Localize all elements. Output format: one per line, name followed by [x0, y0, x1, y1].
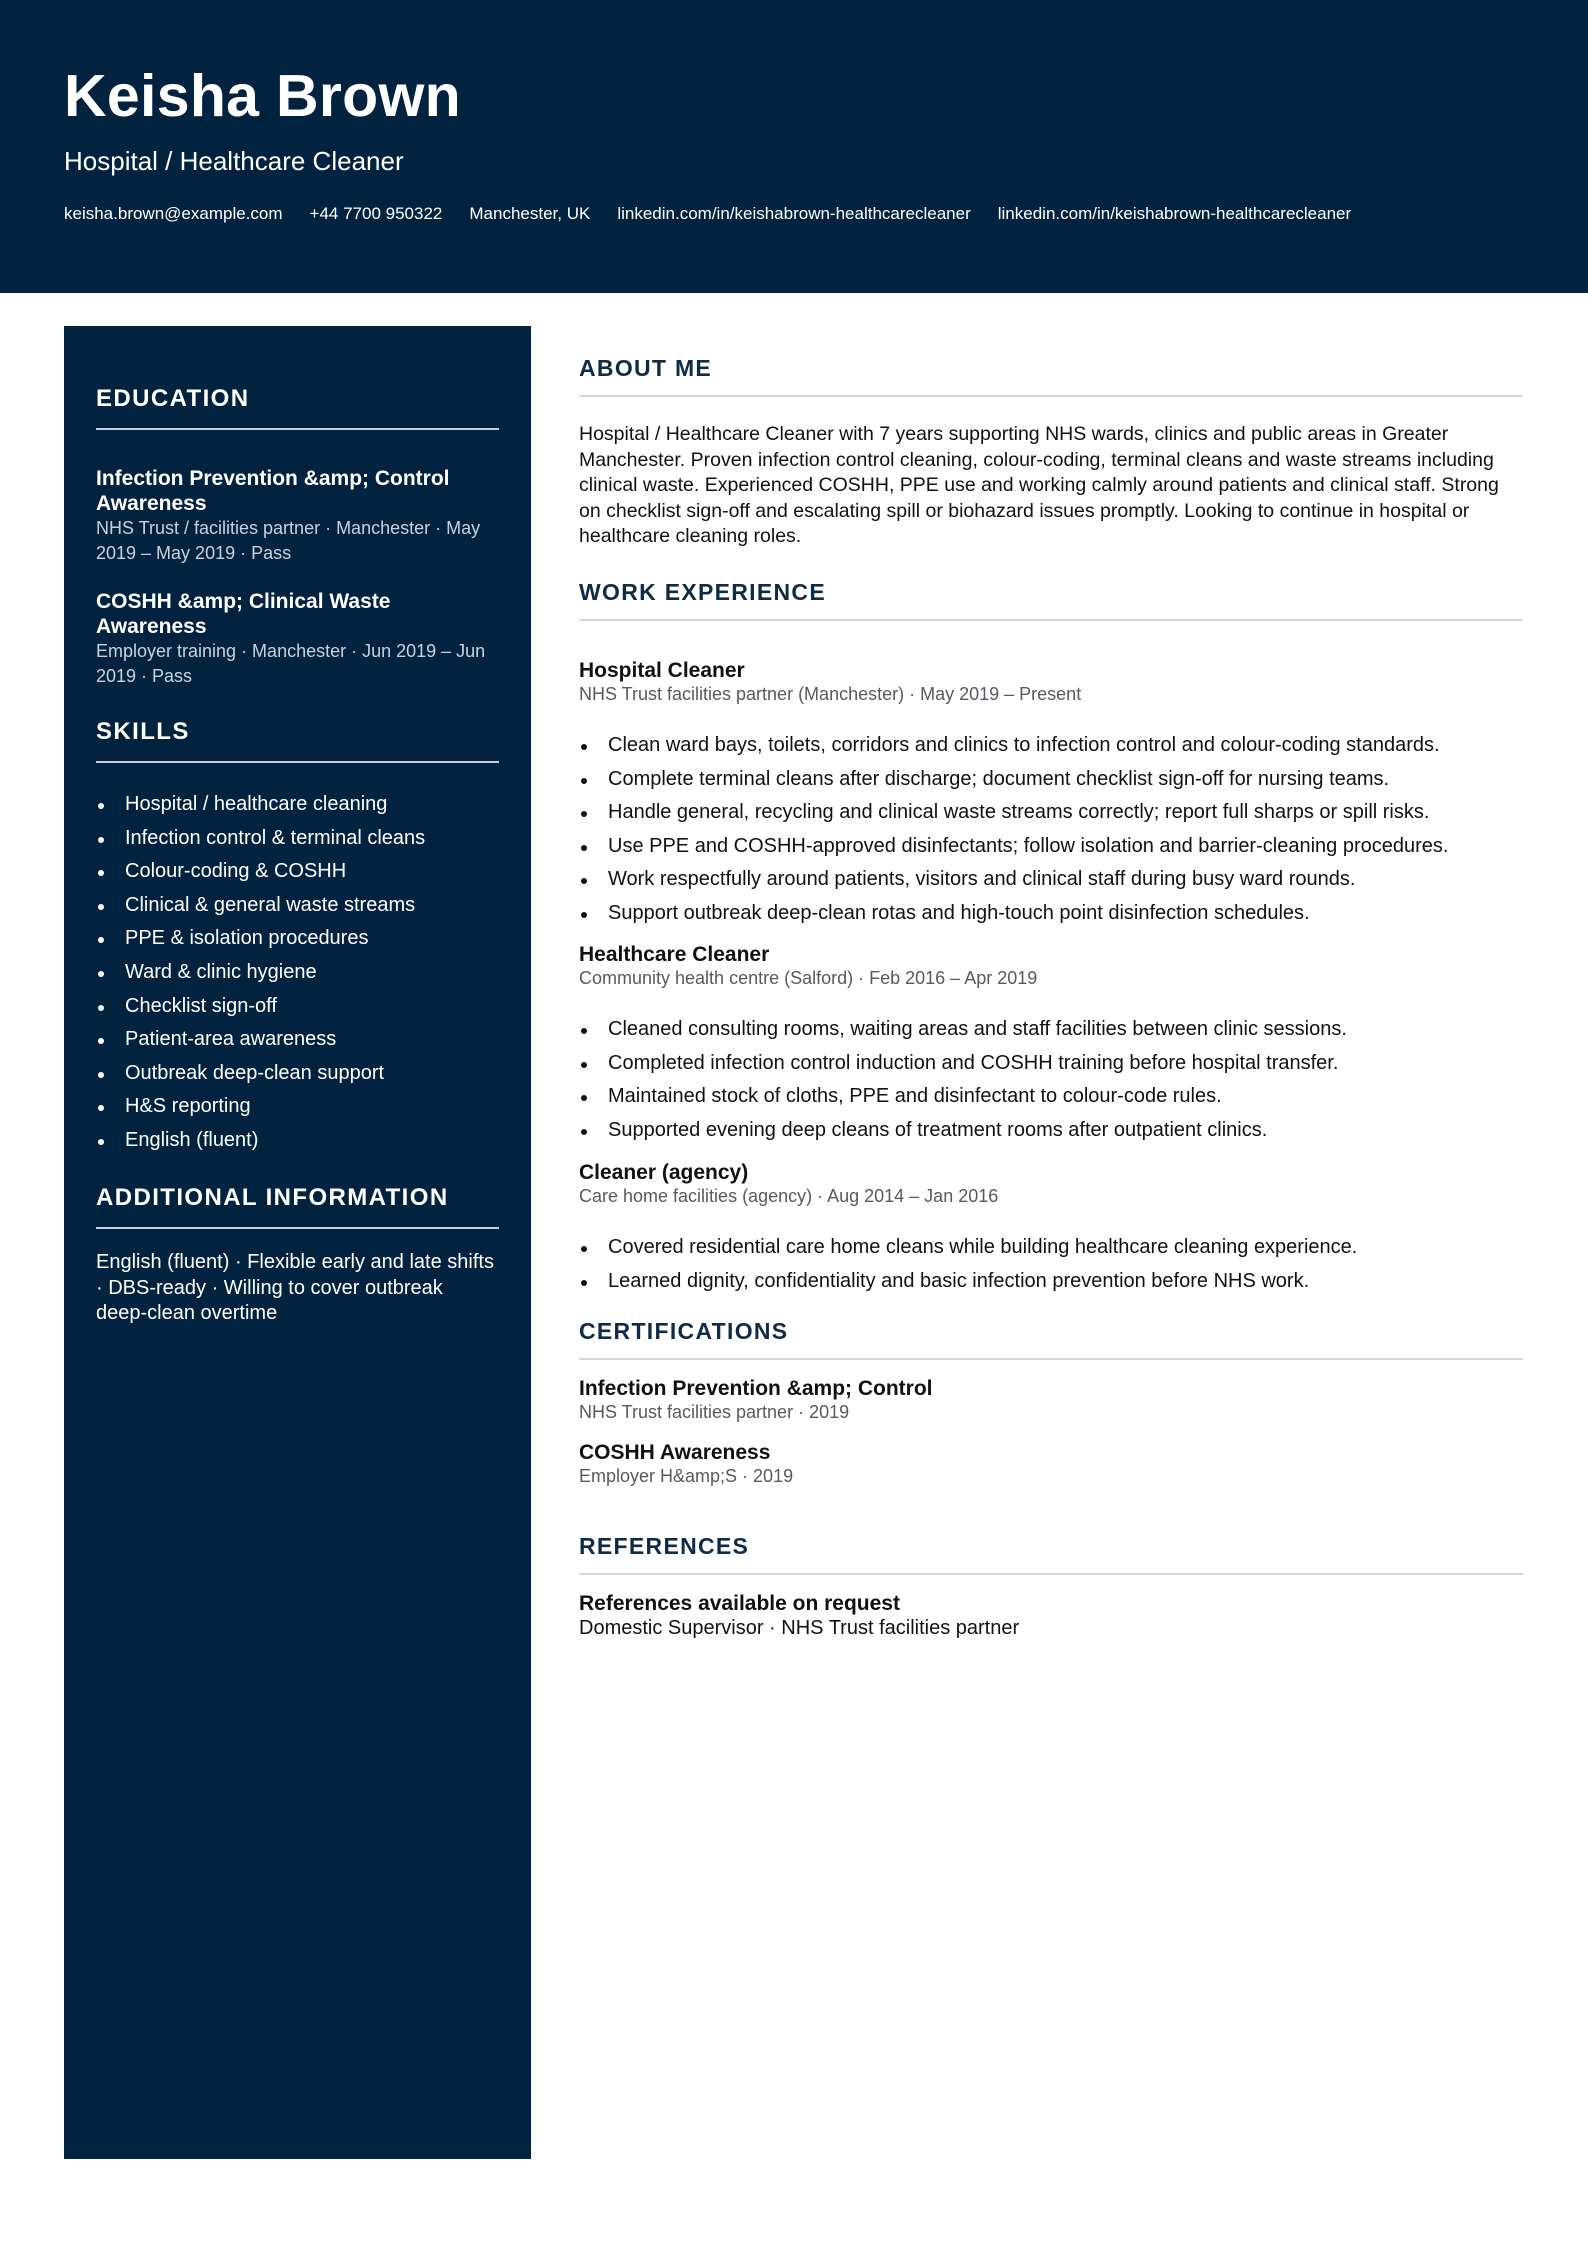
certification-title: Infection Prevention &amp; Control	[579, 1377, 933, 1400]
job-entry	[579, 658, 1523, 931]
skill-item: English (fluent)	[96, 1124, 499, 1158]
resume-header	[0, 0, 1588, 293]
contact-email[interactable]: keisha.brown@example.com	[64, 204, 283, 223]
skill-item: Clinical & general waste streams	[96, 889, 499, 923]
skills-list	[96, 788, 499, 1158]
job-bullets	[579, 1231, 1523, 1298]
contact-linkedin-duplicate[interactable]: linkedin.com/in/keishabrown-healthcarecleaner	[997, 204, 1352, 223]
reference-meta: Domestic Supervisor · NHS Trust facilities partner	[579, 1617, 1020, 1639]
additional-info-heading: ADDITIONAL INFORMATION	[96, 1183, 499, 1229]
additional-info-text: English (fluent) · Flexible early and late shifts · DBS-ready · Willing to cover outbreak deep-clean overtime	[96, 1251, 494, 1324]
certifications-heading: CERTIFICATIONS	[579, 1316, 1523, 1360]
skill-item: Patient-area awareness	[96, 1023, 499, 1057]
contact-location: Manchester, UK	[469, 204, 591, 223]
contact-phone[interactable]: +44 7700 950322	[309, 204, 443, 223]
skill-item: Checklist sign-off	[96, 990, 499, 1024]
job-bullet: Learned dignity, confidentiality and basic infection prevention before NHS work.	[579, 1265, 1523, 1299]
job-bullet: Complete terminal cleans after discharge; document checklist sign-off for nursing teams.	[579, 763, 1523, 797]
about-heading: ABOUT ME	[579, 353, 1523, 397]
references-heading: REFERENCES	[579, 1531, 1523, 1575]
education-item	[96, 466, 499, 566]
sidebar	[64, 326, 531, 2159]
certification-meta: Employer H&amp;S · 2019	[579, 1466, 794, 1486]
job-bullets	[579, 729, 1523, 931]
job-bullet: Use PPE and COSHH-approved disinfectants; follow isolation and barrier-cleaning procedures.	[579, 830, 1523, 864]
reference-title: References available on request	[579, 1592, 900, 1615]
certification-meta: NHS Trust facilities partner · 2019	[579, 1402, 850, 1422]
job-entry	[579, 942, 1523, 1147]
contact-row	[64, 203, 1351, 225]
skill-item: Hospital / healthcare cleaning	[96, 788, 499, 822]
reference-item	[579, 1591, 1523, 1641]
skill-item: Ward & clinic hygiene	[96, 956, 499, 990]
job-title: Cleaner (agency)	[579, 1161, 749, 1184]
skill-item: H&S reporting	[96, 1090, 499, 1124]
candidate-role: Hospital / Healthcare Cleaner	[64, 146, 404, 176]
education-title: COSHH &amp; Clinical Waste Awareness	[96, 590, 391, 638]
certification-item	[579, 1376, 1523, 1423]
certification-title: COSHH Awareness	[579, 1441, 771, 1464]
job-bullet: Completed infection control induction and COSHH training before hospital transfer.	[579, 1047, 1523, 1081]
candidate-name: Keisha Brown	[64, 63, 462, 129]
certification-item	[579, 1440, 1523, 1487]
skill-item: Outbreak deep-clean support	[96, 1057, 499, 1091]
education-item	[96, 589, 499, 689]
skills-heading: SKILLS	[96, 717, 499, 763]
skill-item: Colour-coding & COSHH	[96, 855, 499, 889]
education-heading: EDUCATION	[96, 384, 499, 430]
experience-heading: WORK EXPERIENCE	[579, 577, 1523, 621]
job-bullet: Handle general, recycling and clinical waste streams correctly; report full sharps or spill risks.	[579, 796, 1523, 830]
education-title: Infection Prevention &amp; Control Awareness	[96, 467, 450, 515]
job-entry	[579, 1160, 1523, 1298]
skill-item: Infection control & terminal cleans	[96, 822, 499, 856]
job-bullet: Maintained stock of cloths, PPE and disinfectant to colour-code rules.	[579, 1080, 1523, 1114]
skill-item: PPE & isolation procedures	[96, 922, 499, 956]
education-meta: NHS Trust / facilities partner · Manchester · May 2019 – May 2019 · Pass	[96, 518, 481, 563]
job-meta: Care home facilities (agency) · Aug 2014 – Jan 2016	[579, 1186, 999, 1206]
job-bullet: Cleaned consulting rooms, waiting areas and staff facilities between clinic sessions.	[579, 1013, 1523, 1047]
education-meta: Employer training · Manchester · Jun 2019 – Jun 2019 · Pass	[96, 641, 486, 686]
job-meta: NHS Trust facilities partner (Manchester) · May 2019 – Present	[579, 684, 1082, 704]
job-title: Hospital Cleaner	[579, 659, 745, 682]
job-bullet: Clean ward bays, toilets, corridors and clinics to infection control and colour-coding standards.	[579, 729, 1523, 763]
job-bullets	[579, 1013, 1523, 1147]
about-text: Hospital / Healthcare Cleaner with 7 years supporting NHS wards, clinics and public areas in Greater Manchester. Proven infection control cleaning, colour-coding, terminal cleans and waste streams including clinical waste. Experienced COSHH, PPE use and working calmly around patients and clinical staff. Strong on checklist sign-off and escalating spill or biohazard issues promptly. Looking to continue in hospital or healthcare cleaning roles.	[579, 423, 1499, 547]
job-bullet: Support outbreak deep-clean rotas and high-touch point disinfection schedules.	[579, 897, 1523, 931]
job-meta: Community health centre (Salford) · Feb 2016 – Apr 2019	[579, 968, 1038, 988]
job-bullet: Supported evening deep cleans of treatment rooms after outpatient clinics.	[579, 1114, 1523, 1148]
job-title: Healthcare Cleaner	[579, 943, 770, 966]
job-bullet: Work respectfully around patients, visitors and clinical staff during busy ward rounds.	[579, 863, 1523, 897]
contact-linkedin[interactable]: linkedin.com/in/keishabrown-healthcarecleaner	[617, 204, 971, 223]
job-bullet: Covered residential care home cleans while building healthcare cleaning experience.	[579, 1231, 1523, 1265]
